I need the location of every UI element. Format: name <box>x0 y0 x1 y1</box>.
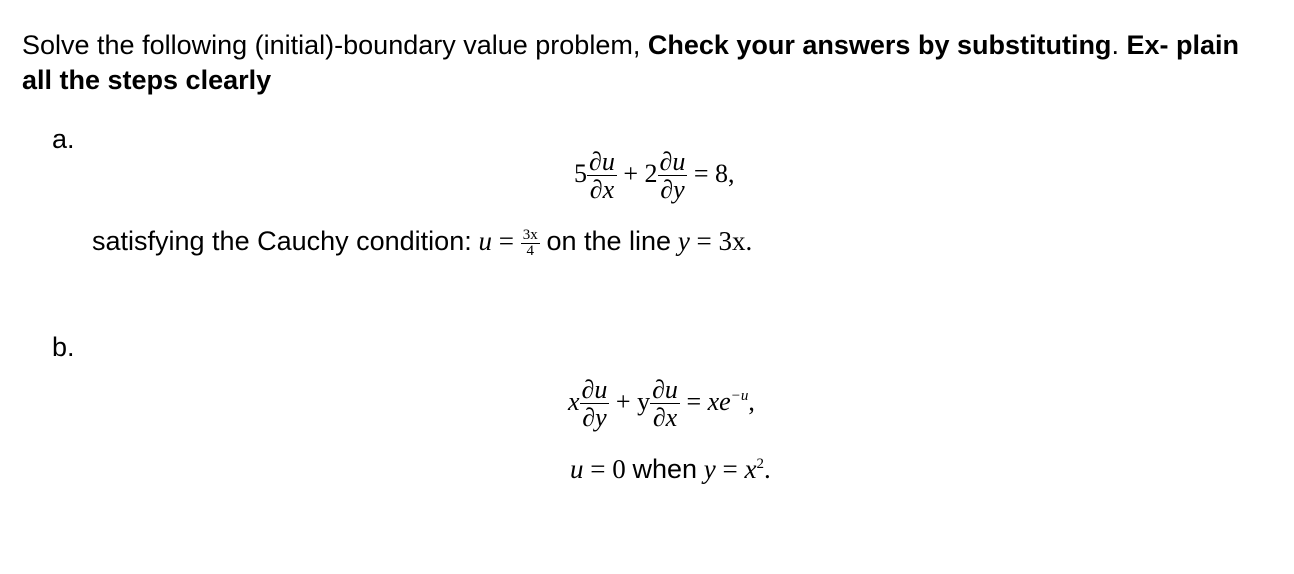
cond-when: when <box>632 454 698 484</box>
part-a-condition <box>92 226 752 260</box>
line-equation: = 3x. <box>696 226 753 256</box>
x-coef: x <box>568 386 580 416</box>
three-x-over-four <box>521 228 540 261</box>
du-dx-fraction <box>650 376 680 432</box>
fraction-denominator: ∂x <box>650 403 680 431</box>
problem-instructions <box>22 28 1272 98</box>
fraction-denominator: ∂x <box>587 175 617 203</box>
cond-equals: = <box>498 226 514 256</box>
part-b-equation <box>568 376 755 432</box>
instruction-mid: . <box>1111 30 1127 60</box>
fraction-numerator: ∂u <box>659 147 686 176</box>
fraction-denominator: ∂y <box>658 175 688 203</box>
cond-u: u <box>570 454 584 484</box>
plus-2: + 2 <box>623 158 658 188</box>
fraction-numerator: ∂u <box>652 375 678 404</box>
plus-y: + y <box>615 386 651 416</box>
part-a-label: a. <box>52 124 75 154</box>
fraction-numerator: 3x <box>522 226 538 243</box>
line-y: y <box>677 226 690 256</box>
instruction-explain-steps: Ex- plain all the steps clearly <box>22 30 1239 95</box>
rhs-comma: , <box>748 386 755 416</box>
du-dx-fraction <box>587 148 617 204</box>
cond-square: 2 <box>756 456 764 472</box>
cond-period: . <box>763 454 771 484</box>
cond-equals: = <box>722 454 738 484</box>
du-dy-fraction <box>658 148 688 204</box>
cond-u: u <box>478 226 492 256</box>
rhs-equals: = <box>686 386 702 416</box>
rhs-exponent: −u <box>730 388 749 405</box>
fraction-denominator: ∂y <box>580 403 610 431</box>
cond-x: x <box>744 454 757 484</box>
cond-y: y <box>703 454 716 484</box>
fraction-denominator: 4 <box>521 243 540 260</box>
du-dy-fraction <box>580 376 610 432</box>
cond-equals-zero: = 0 <box>590 454 626 484</box>
part-b-condition <box>570 454 771 485</box>
instruction-check-answers: Check your answers by substituting <box>647 30 1112 60</box>
part-b-label: b. <box>52 332 75 362</box>
cond-on-line: on the line <box>546 226 672 256</box>
coef-5: 5 <box>574 158 587 188</box>
fraction-numerator: ∂u <box>581 375 608 404</box>
condition-prefix: satisfying the Cauchy condition: <box>92 226 472 256</box>
instruction-lead: Solve the following (initial)-boundary value problem, <box>22 30 648 60</box>
equals-8: = 8, <box>693 158 735 188</box>
part-a-equation <box>574 148 735 204</box>
fraction-numerator: ∂u <box>589 147 615 176</box>
rhs-xe: xe <box>707 386 731 416</box>
